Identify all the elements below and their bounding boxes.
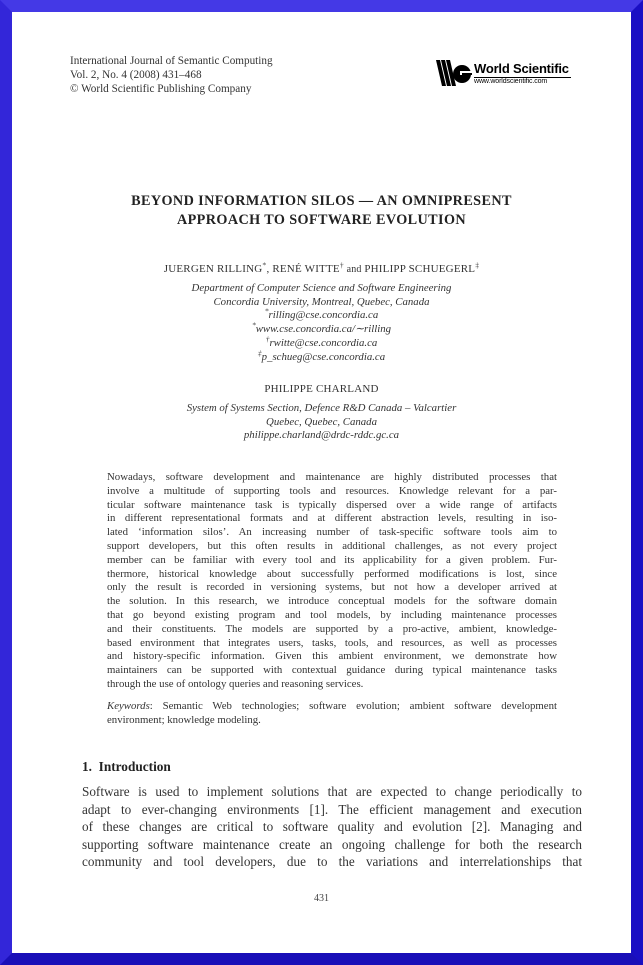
author-separator: and	[343, 264, 365, 275]
author-web-link[interactable]: www.cse.concordia.ca/∼rilling	[255, 323, 392, 336]
title-line-1: BEYOND INFORMATION SILOS — AN OMNIPRESENT	[131, 193, 512, 209]
author-mark: †	[339, 260, 344, 270]
affiliation-1	[12, 282, 631, 364]
section-title: Introduction	[98, 759, 171, 774]
publisher-name: World Scientific	[474, 61, 569, 76]
department: Department of Computer Science and Software Engineering	[191, 282, 452, 294]
footnote-mark: *	[251, 320, 256, 330]
paper-page	[12, 12, 631, 953]
author-email-link[interactable]: rilling@cse.concordia.ca	[268, 309, 379, 322]
text-line: that go beyond existing program and tool models, by including maintenance processes	[107, 608, 557, 621]
text-line: through the use of ontology queries and reasoning services.	[107, 677, 364, 690]
text-line: based environment that integrates users, tasks, tools, and resources, as well as processes	[107, 636, 557, 649]
author-email-link[interactable]: p_schueg@cse.concordia.ca	[261, 350, 386, 363]
text-line: supporting software maintenance create an ongoing challenge for both the research	[82, 836, 582, 852]
abstract	[107, 471, 557, 692]
text-line: only the result is recorded in versioning systems, but not how a developer arrived at	[107, 581, 557, 594]
text-line: adapt to ever-changing environments [1]. The efficient management and execution	[82, 801, 582, 817]
text-line: member can be familiar with every tool and its applicability for a given problem. Fur-	[107, 553, 557, 566]
affiliation-2	[12, 402, 631, 443]
title-line-2: APPROACH TO SOFTWARE EVOLUTION	[176, 212, 467, 228]
text-line: in different representational formats and at different abstraction levels, resulting in iso-	[107, 512, 557, 525]
city: Quebec, Quebec, Canada	[266, 415, 377, 428]
author-email-link[interactable]: rwitte@cse.concordia.ca	[269, 336, 378, 349]
email-line	[12, 334, 631, 351]
keywords-text: : Semantic Web technologies; software evolution; ambient software development	[149, 700, 557, 712]
email-line	[12, 347, 631, 365]
keywords	[107, 700, 557, 728]
author-separator: ,	[266, 263, 273, 275]
footnote-mark: *	[264, 306, 269, 316]
text-line: and history-specific information. Given this ambient environment, we demonstrate how	[107, 650, 557, 663]
journal-header	[70, 54, 273, 96]
text-line: and their constituents. The models are supported by a pro-active, ambient, knowledge-	[107, 622, 557, 635]
keywords-label: Keywords	[107, 700, 150, 712]
footnote-mark: †	[265, 334, 270, 344]
text-line: thermore, historical knowledge about successfully performed modifications is lost, since	[107, 567, 557, 580]
web-line	[12, 320, 631, 337]
author-mark: ‡	[475, 260, 480, 270]
text-line: Nowadays, software development and maintenance are highly distributed processes that	[107, 471, 557, 483]
author-name: PHILIPPE CHARLAND	[264, 383, 379, 395]
author-email-link[interactable]: philippe.charland@drdc-rddc.gc.ca	[243, 429, 400, 442]
author-list	[12, 260, 631, 275]
author-mark: *	[262, 260, 267, 270]
text-line: community and tool developers, due to the variations and interrelationships that	[82, 854, 582, 869]
text-line: maintainers can be supported with contextual guidance during typical maintenance tasks	[107, 664, 557, 677]
intro-paragraph	[82, 783, 582, 871]
world-scientific-logo	[436, 58, 576, 90]
text-line: Software is used to implement solutions that are expected to change periodically to	[82, 784, 582, 799]
section-heading	[82, 759, 171, 775]
journal-name: International Journal of Semantic Computing	[70, 55, 273, 67]
author-name: RENÉ WITTE	[272, 263, 340, 275]
paper-title	[12, 192, 631, 230]
page-number: 431	[314, 893, 329, 904]
publisher-url: www.worldscientific.com	[474, 78, 548, 85]
author-name: JUERGEN RILLING	[163, 263, 263, 275]
keywords-line: environment; knowledge modeling.	[107, 713, 261, 726]
journal-copyright: © World Scientific Publishing Company	[70, 83, 252, 95]
email-line	[12, 306, 631, 323]
text-line: involve a multitude of supporting tools and resources. Knowledge relevant for a par-	[107, 484, 557, 497]
keywords-line	[107, 700, 557, 714]
text-line: ticular software maintenance task is typically dispersed over a wide range of artifacts	[107, 498, 557, 511]
text-line: lated ‘information silos’. An increasing number of task-specific software tools aim to	[107, 526, 557, 539]
text-line: of these changes are critical to software quality and evolution [2]. Managing and	[82, 819, 582, 834]
organization: System of Systems Section, Defence R&D Canada – Valcartier	[186, 402, 457, 414]
author-name: PHILIPP SCHUEGERL	[364, 263, 476, 275]
journal-volume: Vol. 2, No. 4 (2008) 431–468	[70, 69, 202, 81]
text-line: support developers, but this often results in additional challenges, as not every project	[107, 539, 557, 552]
ws-logo-mark-icon	[436, 58, 472, 88]
footnote-mark: ‡	[257, 347, 262, 357]
text-line: the solution. In this research, we introduce conceptual models for the software domain	[107, 595, 557, 608]
university: Concordia University, Montreal, Quebec, Canada	[213, 295, 430, 308]
section-number: 1.	[82, 759, 92, 774]
